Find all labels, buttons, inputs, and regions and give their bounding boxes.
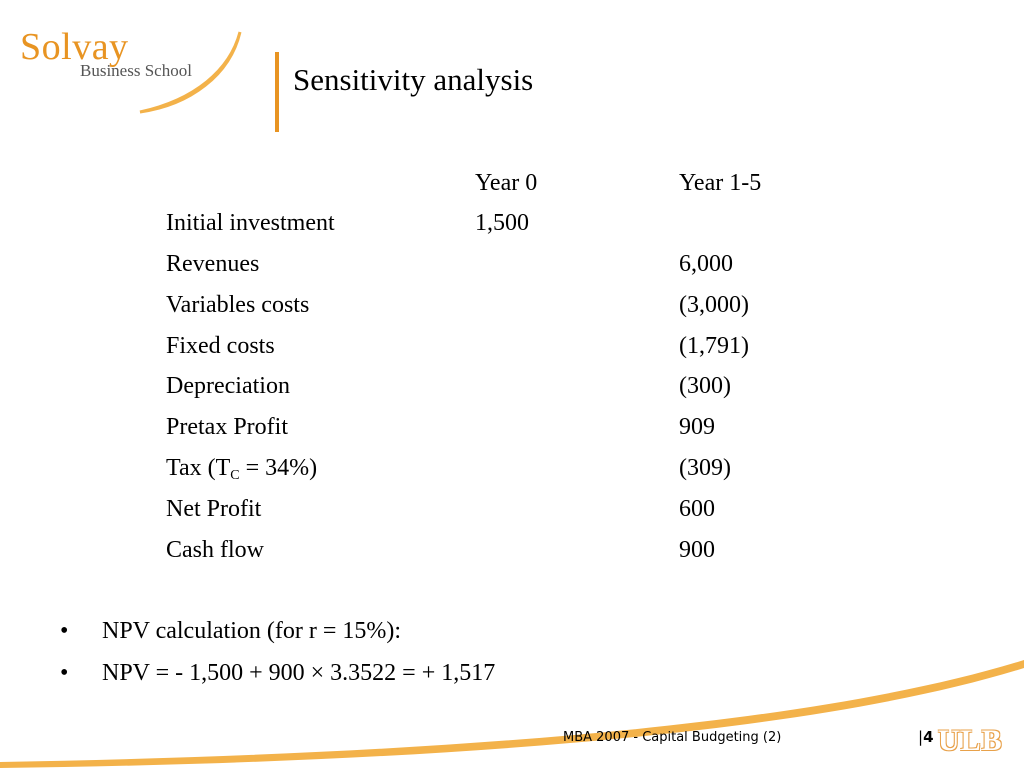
row-label: Cash flow: [166, 537, 264, 563]
logo-sub-text: Business School: [80, 61, 192, 80]
header-year1-5: Year 1-5: [679, 170, 762, 196]
header-year0: Year 0: [475, 170, 538, 196]
row-label: Net Profit: [166, 496, 262, 522]
row-year1-5: (1,791): [679, 333, 749, 359]
footer-text: MBA 2007 - Capital Budgeting (2): [563, 730, 782, 745]
row-label: Variables costs: [166, 292, 310, 318]
bullet-text: NPV calculation (for r = 15%):: [102, 618, 402, 644]
bullet-dot: •: [60, 660, 69, 686]
bullet-text: NPV = - 1,500 + 900 × 3.3522 = + 1,517: [102, 660, 496, 686]
slide-title: Sensitivity analysis: [293, 62, 534, 97]
row-year1-5: 600: [679, 496, 715, 522]
row-label: Revenues: [166, 251, 260, 277]
row-year1-5: (309): [679, 455, 731, 481]
row-year1-5: 900: [679, 537, 715, 563]
row-label: Pretax Profit: [166, 414, 288, 440]
page-number: [918, 728, 934, 746]
page-separator: |: [918, 728, 924, 746]
page-number-value: 4: [923, 728, 934, 746]
row-label: Depreciation: [166, 373, 290, 399]
row-label-tax: [166, 455, 317, 484]
row-year1-5: 909: [679, 414, 715, 440]
bullet-dot: •: [60, 618, 69, 644]
row-year1-5: (3,000): [679, 292, 749, 318]
tax-label-pre: Tax (T: [166, 455, 231, 481]
row-year1-5: 6,000: [679, 251, 733, 277]
row-year1-5: (300): [679, 373, 731, 399]
ulb-logo: ULB: [938, 724, 1003, 757]
tax-label-post: = 34%): [239, 455, 318, 481]
row-label: Initial investment: [166, 210, 335, 236]
row-year0: 1,500: [475, 210, 529, 236]
row-label: Fixed costs: [166, 333, 275, 359]
logo-main-text: Solvay: [20, 26, 129, 68]
tax-label-sub: C: [230, 468, 240, 483]
